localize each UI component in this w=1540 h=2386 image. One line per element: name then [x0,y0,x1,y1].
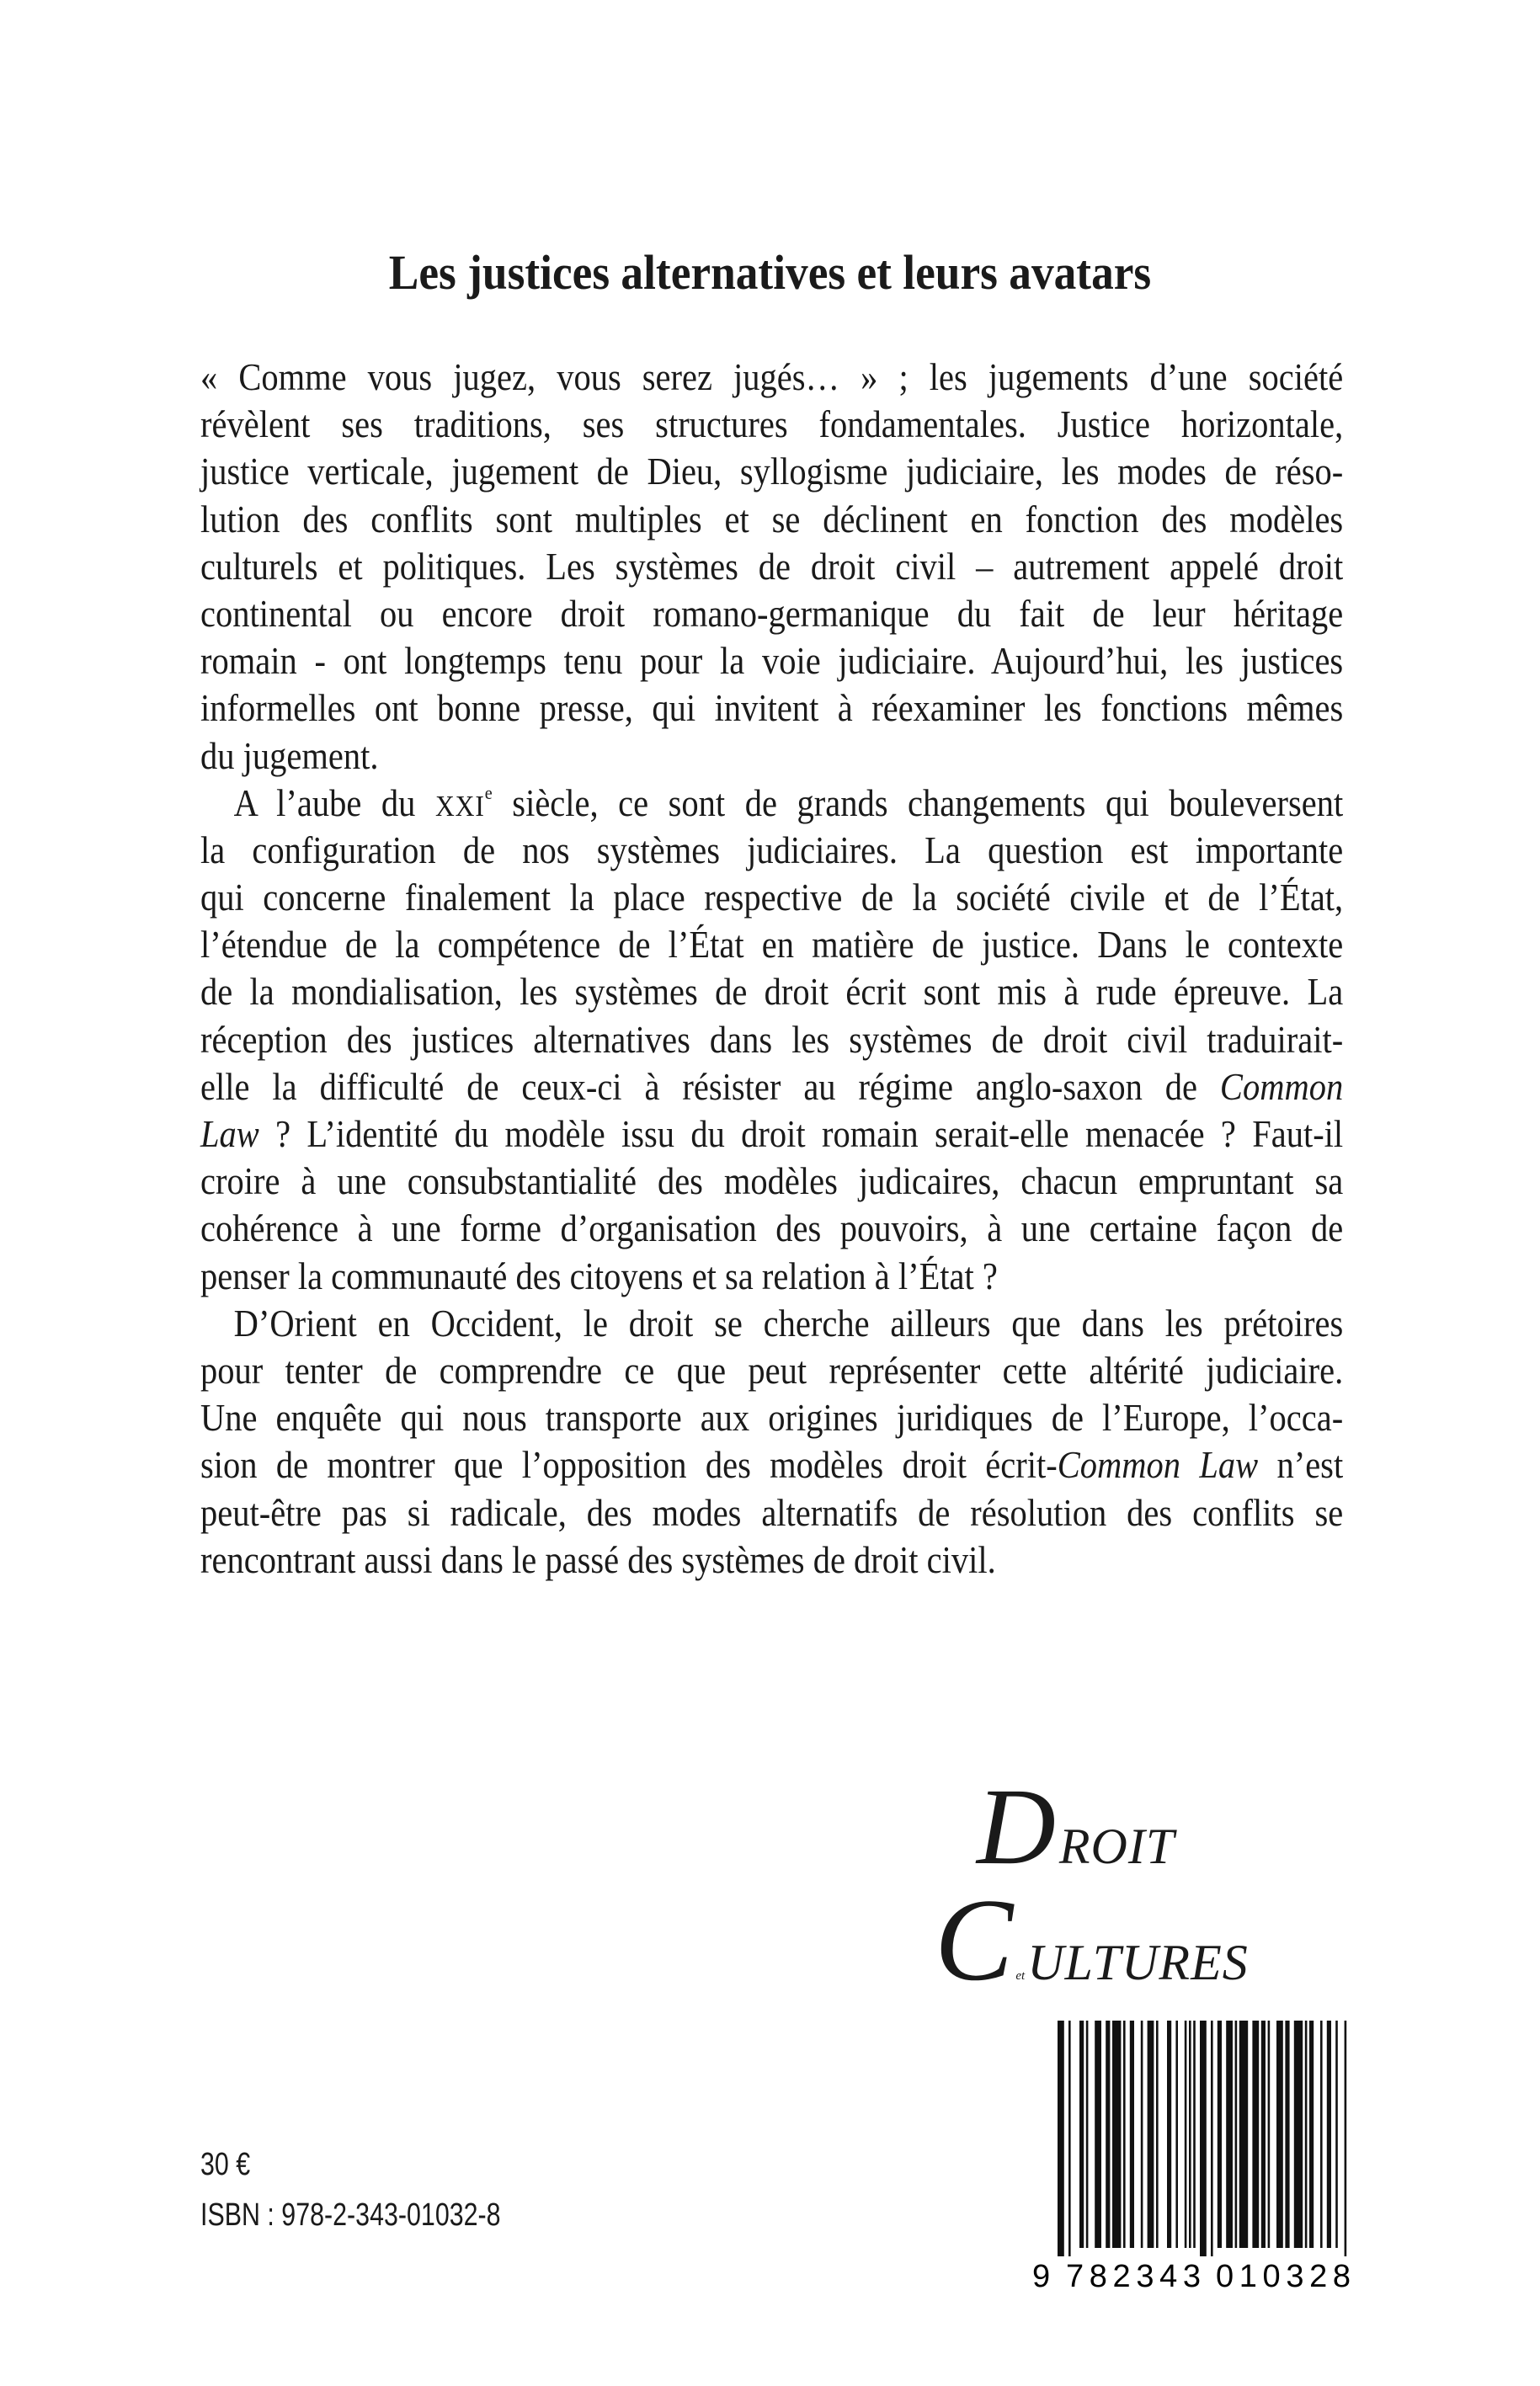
text-segment: croire à une consubstantialité des modèles judicaires, chacun empruntant sa [200,1160,1344,1203]
blurb-line [200,1394,1343,1441]
text-segment: du jugement. [200,734,379,777]
text-segment: elle la difficulté de ceux-ci à résister au régime anglo-saxon de [200,1065,1220,1108]
barcode-bar [1285,2021,1289,2248]
blurb-line [200,1158,1343,1205]
barcode-bar [1156,2021,1159,2248]
barcode-bar [1252,2021,1259,2248]
text-segment: informelles ont bonne presse, qui invitent à réexaminer les fonctions mêmes [200,687,1344,730]
collection-logo-droit-et-cultures [935,1766,1305,2005]
text-segment: penser la communauté des citoyens et sa relation à l’État ? [200,1254,998,1297]
text-segment: n’est [1258,1444,1344,1487]
blurb-line [200,1016,1343,1063]
barcode-bar [1345,2021,1347,2256]
barcode-bar [1327,2021,1331,2248]
text-segment: cohérence à une forme d’organisation des pouvoirs, à une certaine façon de [200,1207,1344,1250]
text-segment: réception des justices alternatives dans les systèmes de droit civil traduirait- [200,1018,1344,1061]
blurb-line [200,1063,1343,1110]
blurb-line [200,732,1343,780]
text-segment: ? L’identité du modèle issu du droit romain serait-elle menacée ? Faut-il [258,1113,1344,1155]
barcode-bar [1058,2021,1064,2256]
blurb-line [200,496,1343,543]
barcode-first-digit: 9 [1032,2259,1051,2290]
blurb-line [200,448,1343,495]
barcode-bar [1079,2021,1084,2248]
blurb-line [200,543,1343,590]
barcode-bar [1175,2021,1178,2248]
blurb-line [200,1253,1343,1300]
logo-letter-c: C [935,1875,1014,2005]
italic-text: Law [200,1113,259,1155]
blurb-line [200,1537,1343,1584]
logo-et: et [1015,1969,1026,1983]
blurb-line [200,827,1343,874]
blurb-line [200,1205,1343,1252]
barcode-bar [1193,2021,1196,2248]
blurb-line [200,590,1343,637]
blurb-line [200,780,1343,827]
barcode-bar [1086,2021,1089,2248]
italic-text: Common [1219,1065,1344,1108]
text-segment: D’Orient en Occident, le droit se cherche ailleurs que dans les prétoires [233,1302,1344,1345]
blurb-line [200,1441,1343,1489]
blurb-line [200,1110,1343,1158]
text-segment: qui concerne finalement la place respective de la société civile et de l’État, [200,876,1344,919]
blurb-line [200,1300,1343,1347]
barcode-bar [1141,2021,1143,2248]
text-segment: continental ou encore droit romano-germanique du fait de leur héritage [200,592,1344,635]
text-segment: peut-être pas si radicale, des modes alternatifs de résolution des conflits se [200,1491,1344,1534]
barcode-bar [1112,2021,1121,2248]
blurb-line [200,401,1343,448]
barcode-bar [1309,2021,1314,2248]
text-segment: « Comme vous jugez, vous serez jugés… » ; les jugements d’une société [200,356,1344,398]
blurb-line [200,354,1343,401]
barcode-bar [1167,2021,1171,2248]
barcode-bar [1185,2021,1187,2248]
logo-row-droit [935,1766,1305,1888]
text-segment: de la mondialisation, les systèmes de droit écrit sont mis à rude épreuve. La [200,971,1344,1014]
blurb-line [200,921,1343,968]
blurb-line [200,874,1343,921]
text-segment: l’étendue de la compétence de l’État en matière de justice. Dans le contexte [200,924,1344,967]
barcode-bar [1268,2021,1271,2248]
text-segment: culturels et politiques. Les systèmes de droit civil – autrement appelé droit [200,545,1344,588]
italic-text: Common Law [1057,1444,1259,1487]
barcode-bar [1218,2021,1222,2248]
barcode-bar [1068,2021,1071,2256]
back-cover-blurb [200,354,1343,1584]
barcode-bar [1123,2021,1126,2248]
isbn-barcode [1029,2021,1383,2290]
blurb-line [200,968,1343,1015]
barcode-bar [1095,2021,1101,2248]
text-segment: la configuration de nos systèmes judiciaires. La question est importante [200,828,1344,871]
text-segment: XXI [434,789,485,823]
barcode-bar [1261,2021,1266,2248]
blurb-line [200,1489,1343,1537]
text-segment: rencontrant aussi dans le passé des systèmes de droit civil. [200,1538,996,1581]
barcode-bar [1235,2021,1238,2248]
barcode-bar [1320,2021,1323,2248]
book-title: Les justices alternatives et leurs avatars [388,245,1152,300]
barcode-bar [1106,2021,1110,2248]
barcode-bar [1200,2021,1207,2256]
isbn: ISBN : 978-2-343-01032-8 [200,2197,501,2233]
barcode-bar [1239,2021,1248,2248]
text-segment: siècle, ce sont de grands changements qui bouleversent [492,781,1344,824]
logo-roit: ROIT [1058,1819,1175,1874]
barcode-bar [1189,2021,1191,2248]
barcode-bar [1148,2021,1154,2248]
text-segment: Une enquête qui nous transporte aux origines juridiques de l’Europe, l’occa- [200,1397,1344,1440]
blurb-line [200,637,1343,684]
logo-ultures: ULTURES [1027,1935,1249,1990]
price: 30 € [200,2147,251,2182]
barcode-bar [1335,2021,1338,2248]
barcode-left-digits: 782343 [1066,2259,1201,2290]
barcode-bar [1294,2021,1303,2248]
text-segment: pour tenter de comprendre ce que peut représenter cette altérité judiciaire. [200,1349,1344,1392]
barcode-bar [1276,2021,1283,2248]
text-segment: A l’aube du [233,781,435,824]
barcode-bar [1211,2021,1213,2256]
barcode-right-digits: 010328 [1216,2259,1351,2290]
barcode-bar [1305,2021,1308,2248]
logo-row-cultures [935,1875,1305,2005]
blurb-line [200,684,1343,732]
text-segment: romain - ont longtemps tenu pour la voie judiciaire. Aujourd’hui, les justices [200,640,1344,683]
logo-letter-d: D [977,1766,1056,1888]
text-segment: e [484,781,493,803]
text-segment: sion de montrer que l’opposition des modèles droit écrit- [200,1444,1058,1487]
barcode-bar [1130,2021,1134,2248]
text-segment: révèlent ses traditions, ses structures fondamentales. Justice horizontale, [200,403,1344,446]
barcode-bar [1226,2021,1233,2248]
text-segment: justice verticale, jugement de Dieu, syllogisme judiciaire, les modes de réso- [200,450,1344,493]
text-segment: lution des conflits sont multiples et se déclinent en fonction des modèles [200,498,1344,541]
blurb-line [200,1347,1343,1394]
